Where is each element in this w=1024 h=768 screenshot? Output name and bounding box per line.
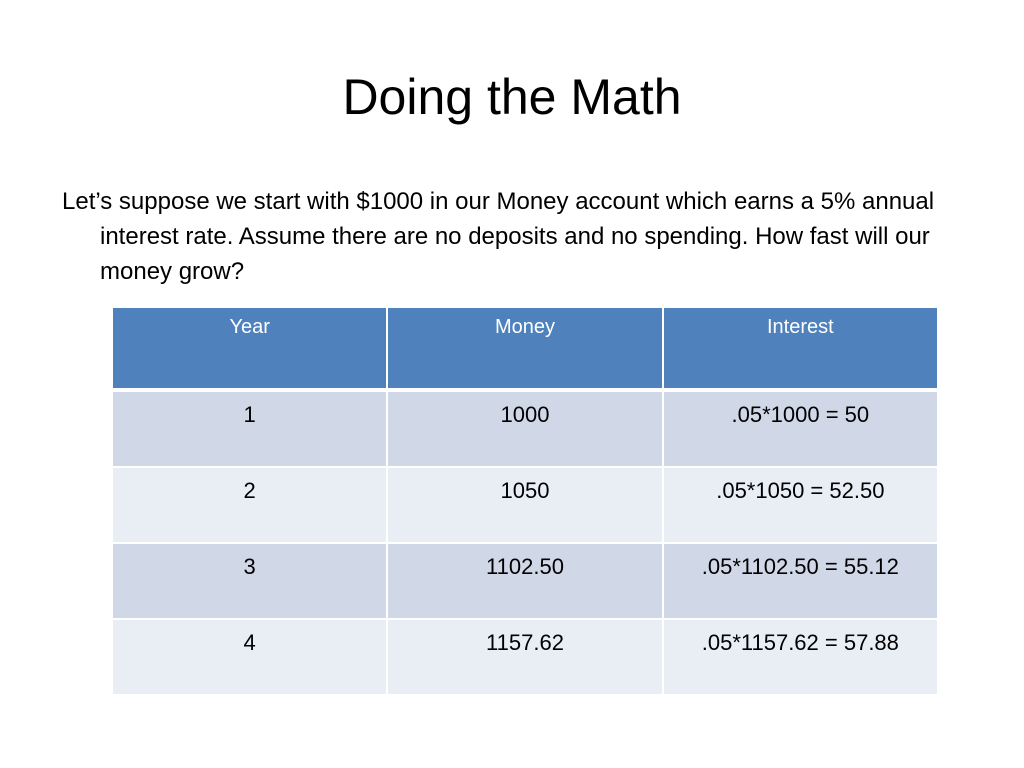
slide-title: Doing the Math bbox=[342, 69, 682, 125]
table-header-row bbox=[112, 307, 938, 390]
interest-table bbox=[111, 306, 939, 696]
cell-year: 1 bbox=[112, 390, 387, 467]
cell-interest: .05*1157.62 = 57.88 bbox=[663, 619, 938, 695]
cell-interest: .05*1000 = 50 bbox=[663, 390, 938, 467]
header-year: Year bbox=[112, 307, 387, 390]
cell-year: 4 bbox=[112, 619, 387, 695]
table-row bbox=[112, 543, 938, 619]
table-row bbox=[112, 467, 938, 543]
slide-body-text: Let’s suppose we start with $1000 in our Money account which earns a 5% annual interest rate. Assume there are no deposits and no spending. How fast will our money grow? bbox=[62, 188, 935, 285]
header-interest: Interest bbox=[663, 307, 938, 390]
cell-interest: .05*1102.50 = 55.12 bbox=[663, 543, 938, 619]
cell-year: 2 bbox=[112, 467, 387, 543]
cell-money: 1000 bbox=[387, 390, 662, 467]
table-row bbox=[112, 390, 938, 467]
cell-money: 1050 bbox=[387, 467, 662, 543]
cell-year: 3 bbox=[112, 543, 387, 619]
header-money: Money bbox=[387, 307, 662, 390]
cell-money: 1157.62 bbox=[387, 619, 662, 695]
cell-money: 1102.50 bbox=[387, 543, 662, 619]
table-row bbox=[112, 619, 938, 695]
cell-interest: .05*1050 = 52.50 bbox=[663, 467, 938, 543]
